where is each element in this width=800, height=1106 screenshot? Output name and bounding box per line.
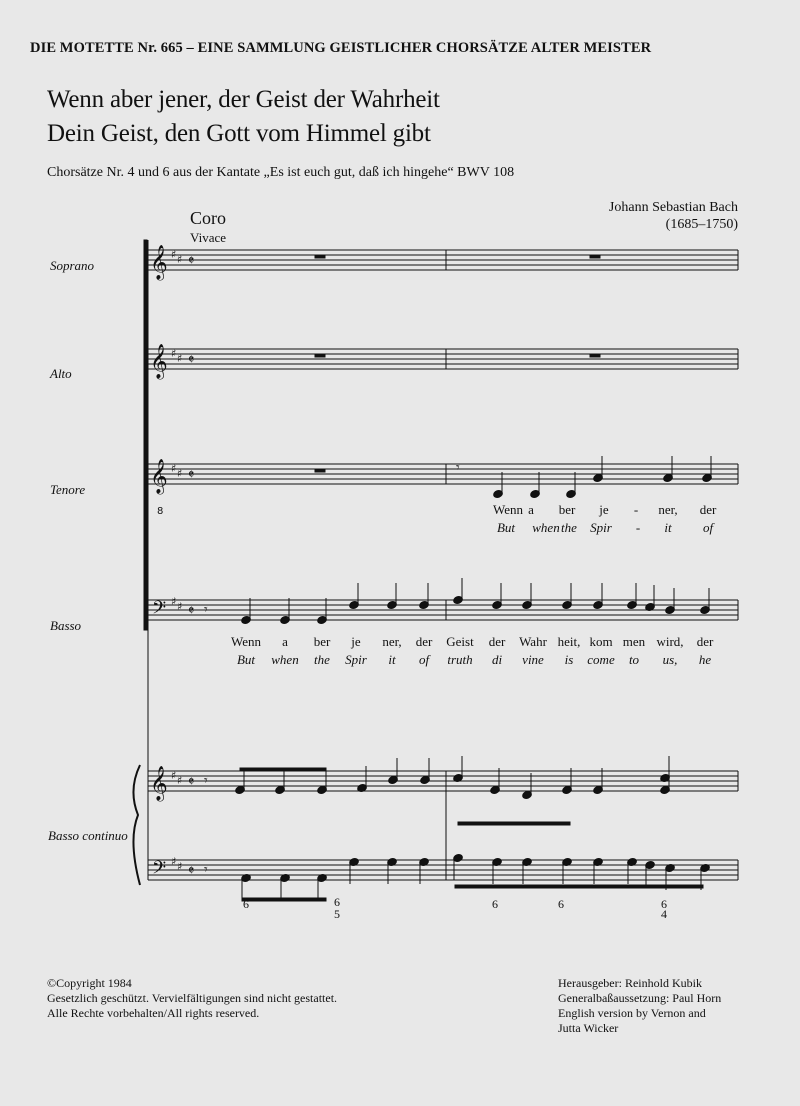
subtitle: Chorsätze Nr. 4 und 6 aus der Kantate „Es ist euch gut, daß ich hingehe“ BWV 108 — [47, 165, 515, 180]
bass-lyric-de: a — [282, 634, 288, 649]
bass-lyric-de: ber — [313, 634, 331, 649]
treble-clef-icon: 𝄞 — [150, 344, 168, 379]
bass-lyric-de: Wenn — [231, 634, 261, 649]
eighth-rest-icon: 𝄾 — [204, 862, 208, 878]
title-line-1: Wenn aber jener, der Geist der Wahrheit — [47, 86, 440, 113]
bass-lyric-de: der — [415, 634, 433, 649]
sharp-icon: ♯ — [177, 352, 183, 365]
bass-lyric-en: is — [564, 652, 574, 667]
tenor-lyric-en: the — [561, 520, 577, 535]
sharp-icon: ♯ — [177, 253, 183, 266]
bass-lyric-de: der — [488, 634, 506, 649]
bass-lyric-en: us, — [662, 652, 678, 667]
section-label: Coro — [190, 208, 226, 228]
tenor-lyric-en: But — [496, 520, 516, 535]
whole-rest-icon — [315, 469, 325, 472]
bass-lyric-de: je — [351, 634, 361, 649]
english-version-credit-2: Jutta Wicker — [558, 1021, 619, 1035]
tenor-lyric-en: of — [702, 520, 714, 535]
bass-lyric-en: vine — [522, 652, 544, 667]
bass-lyric-de: Geist — [446, 634, 474, 649]
notation — [235, 255, 713, 901]
voice-label-continuo: Basso continuo — [48, 828, 128, 843]
bass-clef-icon: 𝄢 — [152, 858, 167, 883]
bass-lyric-en: Spir — [345, 652, 367, 667]
figured-bass: 6 — [492, 897, 498, 911]
octave-marker: 8 — [157, 506, 164, 517]
tenor-lyric-en: when — [532, 520, 560, 535]
figured-bass: 6 — [334, 895, 340, 909]
cut-time-icon: 𝄵 — [188, 774, 195, 790]
sharp-icon: ♯ — [177, 467, 183, 480]
sharp-icon: ♯ — [171, 462, 177, 475]
bass-lyric-de: wird, — [656, 634, 684, 649]
whole-rest-icon — [590, 255, 600, 258]
bass-lyric-de: kom — [589, 634, 613, 649]
copyright-line-2: Gesetzlich geschützt. Vervielfältigungen sind nicht gestattet. — [47, 991, 338, 1005]
sharp-icon: ♯ — [171, 595, 177, 608]
bass-lyric-de: men — [622, 634, 646, 649]
bass-lyric-de: ner, — [382, 634, 402, 649]
figured-bass: 6 — [243, 897, 249, 911]
editor-credit: Herausgeber: Reinhold Kubik — [558, 976, 702, 990]
tenor-lyric-de: Wenn — [493, 502, 523, 517]
voice-label-bass: Basso — [50, 618, 82, 633]
beam — [240, 768, 326, 771]
treble-clef-icon: 𝄞 — [150, 245, 168, 280]
bass-lyric-de: der — [696, 634, 714, 649]
composer-name: Johann Sebastian Bach — [608, 200, 738, 215]
treble-clef-icon: 𝄞 — [150, 459, 168, 494]
series-header: DIE MOTETTE Nr. 665 – EINE SAMMLUNG GEISTLICHER CHORSÄTZE ALTER MEISTER — [30, 40, 652, 56]
tenor-lyric-de: a — [528, 502, 534, 517]
sharp-icon: ♯ — [177, 600, 183, 613]
figured-bass: 6 — [661, 897, 667, 911]
tempo-marking: Vivace — [190, 230, 227, 245]
eighth-rest-icon: 𝄾 — [204, 773, 208, 789]
figured-bass: 4 — [661, 907, 667, 921]
bass-clef-icon: 𝄢 — [152, 598, 167, 623]
composer-dates: (1685–1750) — [665, 217, 738, 232]
beam — [455, 885, 703, 888]
sharp-icon: ♯ — [177, 860, 183, 873]
beam — [242, 898, 326, 901]
bass-lyric-en: truth — [447, 652, 473, 667]
bass-lyric-en: when — [271, 652, 299, 667]
continuo-credit: Generalbaßaussetzung: Paul Horn — [558, 991, 722, 1005]
cut-time-icon: 𝄵 — [188, 467, 195, 483]
eighth-rest-icon: 𝄾 — [204, 602, 208, 618]
title-line-2: Dein Geist, den Gott vom Himmel gibt — [47, 120, 431, 147]
tenor-lyric-de: der — [699, 502, 717, 517]
continuo-brace — [133, 765, 140, 885]
bass-lyric-en: the — [314, 652, 330, 667]
tenor-lyric-de: je — [599, 502, 609, 517]
bass-lyric-en: But — [236, 652, 256, 667]
tenor-lyric-en: it — [664, 520, 672, 535]
bass-lyric-en: come — [587, 652, 615, 667]
bass-lyric-en: it — [388, 652, 396, 667]
tenor-lyric-en: Spir — [590, 520, 612, 535]
score-texts — [150, 245, 717, 921]
voice-label-tenor: Tenore — [50, 482, 86, 497]
sharp-icon: ♯ — [171, 769, 177, 782]
bass-lyric-de: heit, — [557, 634, 581, 649]
treble-clef-icon: 𝄞 — [150, 766, 168, 801]
sharp-icon: ♯ — [177, 774, 183, 787]
bass-lyric-de: Wahr — [519, 634, 547, 649]
copyright-line-3: Alle Rechte vorbehalten/All rights reserved. — [47, 1006, 260, 1020]
sharp-icon: ♯ — [171, 248, 177, 261]
english-version-credit-1: English version by Vernon and — [558, 1006, 706, 1020]
voice-label-soprano: Soprano — [50, 258, 95, 273]
cut-time-icon: 𝄵 — [188, 603, 195, 619]
cut-time-icon: 𝄵 — [188, 253, 195, 269]
sharp-icon: ♯ — [171, 855, 177, 868]
whole-rest-icon — [315, 354, 325, 357]
cut-time-icon: 𝄵 — [188, 352, 195, 368]
tenor-lyric-de: - — [633, 502, 639, 517]
whole-rest-icon — [590, 354, 600, 357]
staff-lines — [133, 240, 738, 885]
bass-lyric-en: to — [628, 652, 640, 667]
cut-time-icon: 𝄵 — [188, 863, 195, 879]
system-bracket — [144, 240, 147, 630]
sharp-icon: ♯ — [171, 347, 177, 360]
voice-label-alto: Alto — [50, 366, 72, 381]
whole-rest-icon — [315, 255, 325, 258]
tenor-lyric-en: - — [635, 520, 641, 535]
figured-bass: 6 — [558, 897, 564, 911]
bass-lyric-en: he — [698, 652, 712, 667]
copyright-line-1: ©Copyright 1984 — [47, 976, 132, 990]
figured-bass: 5 — [334, 907, 340, 921]
bass-lyric-en: of — [418, 652, 430, 667]
beam — [458, 822, 570, 825]
bass-lyric-en: di — [491, 652, 503, 667]
tenor-lyric-de: ner, — [658, 502, 678, 517]
eighth-rest-icon: 𝄾 — [456, 460, 460, 476]
tenor-lyric-de: ber — [558, 502, 576, 517]
